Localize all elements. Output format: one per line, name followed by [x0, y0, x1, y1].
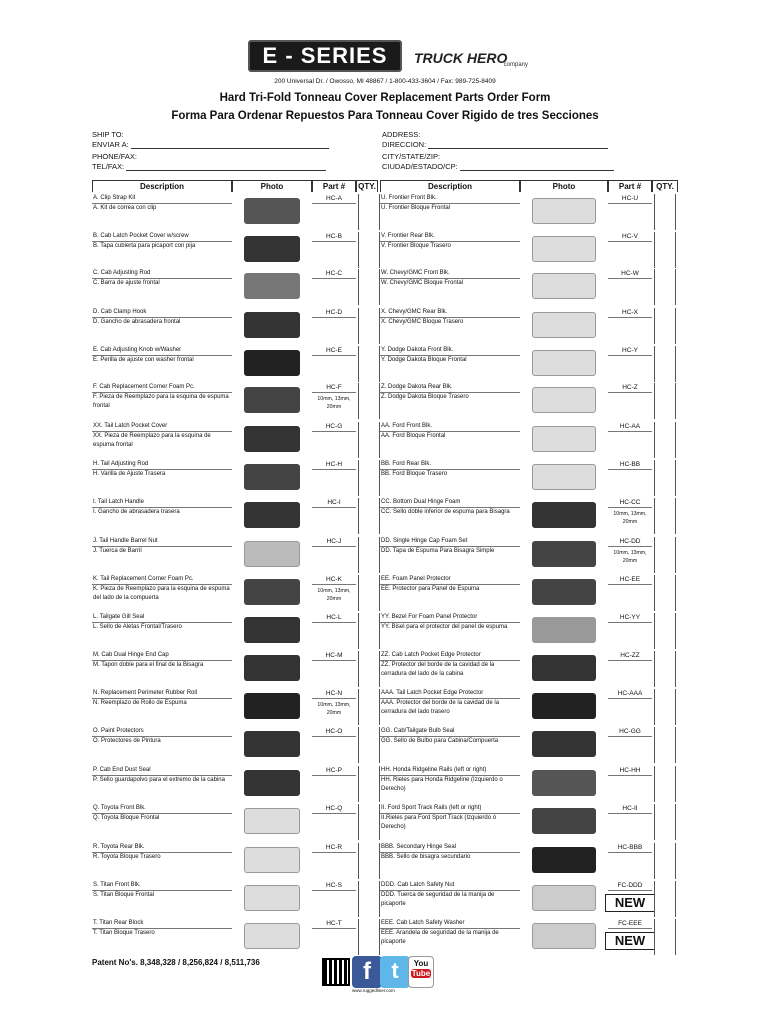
- part-description: [92, 727, 232, 765]
- part-name-es: EEE. Arandela de seguridad de la manija de picaporte: [381, 930, 499, 945]
- qty-input[interactable]: [654, 383, 676, 419]
- phone-label: PHONE/FAX:: [92, 152, 138, 161]
- part-name-en: II. Ford Sport Track Rails (left or right): [380, 804, 520, 814]
- part-number: HC-R: [312, 843, 356, 853]
- youtube-you: You: [413, 959, 429, 968]
- part-name-es: N. Reemplazo de Rollo de Espuma: [93, 700, 187, 706]
- patent-numbers: Patent No's. 8,348,328 / 8,256,824 / 8,511,736: [92, 958, 260, 967]
- part-description: [380, 575, 520, 613]
- qty-input[interactable]: [358, 232, 380, 268]
- part-photo: [532, 198, 596, 224]
- part-photo: [244, 693, 300, 719]
- part-name-en: ZZ. Cab Latch Pocket Edge Protector: [380, 651, 520, 661]
- col-part-left: Part #: [312, 180, 356, 192]
- truck-hero-logo: [414, 50, 534, 72]
- qty-input[interactable]: [654, 308, 676, 344]
- part-name-en: DDD. Cab Latch Safety Nut: [380, 881, 520, 891]
- col-description-left: Description: [92, 180, 232, 192]
- part-number: HC-II: [608, 804, 652, 814]
- part-number: HC-D: [312, 308, 356, 318]
- qty-input[interactable]: [358, 843, 380, 879]
- part-name-en: C. Cab Adjusting Rod: [92, 269, 232, 279]
- qty-input[interactable]: [654, 460, 676, 496]
- part-name-en: I. Tail Latch Handle: [92, 498, 232, 508]
- part-photo: [244, 387, 300, 413]
- part-number: HC-B: [312, 232, 356, 242]
- new-badge: NEW: [605, 894, 655, 912]
- qty-input[interactable]: [654, 919, 676, 955]
- part-name-es: T. Titan Bloque Trasero: [93, 930, 155, 936]
- part-photo: [532, 617, 596, 643]
- address-label: ADDRESS:: [382, 130, 421, 139]
- part-number: HC-G: [312, 422, 356, 432]
- part-photo: [532, 923, 596, 949]
- part-name-en: EE. Foam Panel Protector: [380, 575, 520, 585]
- part-description: [92, 651, 232, 689]
- part-number: HC-W: [608, 269, 652, 279]
- part-name-es: BB. Ford Bloque Trasero: [381, 471, 448, 477]
- qty-input[interactable]: [654, 232, 676, 268]
- part-description: [380, 881, 520, 919]
- part-photo: [532, 236, 596, 262]
- address-block: [382, 130, 614, 171]
- qty-input[interactable]: [654, 689, 676, 725]
- part-photo: [244, 464, 300, 490]
- part-photo: [244, 273, 300, 299]
- part-name-es: R. Toyota Bloque Trasero: [93, 854, 161, 860]
- part-name-es: AAA. Protector del borde de la cavidad de la cerradura del lado trasero: [381, 700, 500, 715]
- part-name-en: D. Cab Clamp Hook: [92, 308, 232, 318]
- part-number: HC-E: [312, 346, 356, 356]
- qty-input[interactable]: [358, 194, 380, 230]
- part-name-es: H. Varilla de Ajuste Trasera: [93, 471, 166, 477]
- part-size-options: 10mm, 13mm, 20mm: [317, 396, 351, 410]
- part-description: [380, 727, 520, 765]
- part-name-es: X. Chevy/GMC Bloque Trasero: [381, 319, 464, 325]
- part-name-en: H. Tail Adjusting Rod: [92, 460, 232, 470]
- col-part-right: Part #: [608, 180, 652, 192]
- part-number: HC-S: [312, 881, 356, 891]
- col-photo-left: Photo: [232, 180, 312, 192]
- part-description: [380, 651, 520, 689]
- part-name-es: BBB. Sello de bisagra secundario: [381, 854, 471, 860]
- part-name-en: Z. Dodge Dakota Rear Blk.: [380, 383, 520, 393]
- qty-input[interactable]: [358, 575, 380, 611]
- part-photo: [244, 350, 300, 376]
- part-description: [380, 919, 520, 957]
- website[interactable]: www.ruggedliner.com: [352, 988, 395, 993]
- qty-input[interactable]: [654, 194, 676, 230]
- part-name-en: HH. Honda Ridgeline Rails (left or right): [380, 766, 520, 776]
- part-number: HC-Z: [608, 383, 652, 393]
- part-name-en: N. Replacement Perimeter Rubber Roll: [92, 689, 232, 699]
- part-description: [92, 919, 232, 957]
- city-label: CITY/STATE/ZIP:: [382, 152, 441, 161]
- part-photo: [244, 770, 300, 796]
- part-description: [92, 881, 232, 919]
- part-description: [380, 843, 520, 881]
- part-size-options: 10mm, 13mm, 20mm: [613, 550, 647, 564]
- part-number: HC-HH: [608, 766, 652, 776]
- qr-code: [322, 958, 350, 986]
- qty-input[interactable]: [358, 308, 380, 344]
- youtube-tube: Tube: [411, 969, 431, 978]
- qty-input[interactable]: [654, 613, 676, 649]
- qty-input[interactable]: [654, 804, 676, 840]
- qty-input[interactable]: [358, 804, 380, 840]
- company-address: 200 Universal Dr. / Owosso, MI 48867 / 1-800-433-3604 / Fax: 989-725-8409: [274, 78, 496, 85]
- part-name-en: T. Titan Rear Block: [92, 919, 232, 929]
- part-name-es: W. Chevy/GMC Bloque Frontal: [381, 280, 464, 286]
- part-description: [92, 689, 232, 727]
- col-photo-right: Photo: [520, 180, 608, 192]
- part-name-es: AA. Ford Bloque Frontal: [381, 433, 446, 439]
- part-name-en: Q. Toyota Front Blk.: [92, 804, 232, 814]
- qty-input[interactable]: [358, 422, 380, 458]
- part-description: [380, 460, 520, 498]
- part-number: HC-H: [312, 460, 356, 470]
- part-description: [380, 383, 520, 421]
- part-size-options: 10mm, 13mm, 20mm: [613, 511, 647, 525]
- part-name-en: S. Titan Front Blk.: [92, 881, 232, 891]
- part-description: [92, 232, 232, 270]
- part-photo: [532, 387, 596, 413]
- part-number: HC-M: [312, 651, 356, 661]
- part-photo: [532, 502, 596, 528]
- part-description: [380, 308, 520, 346]
- col-qty-right: QTY.: [652, 180, 678, 192]
- part-photo: [244, 731, 300, 757]
- part-number: HC-T: [312, 919, 356, 929]
- part-number: HC-X: [608, 308, 652, 318]
- part-name-es: HH. Rieles para Honda Ridgeline (Izquierdo o Derecho): [381, 777, 503, 792]
- part-number: HC-Y: [608, 346, 652, 356]
- part-name-en: P. Cab End Dust Seal: [92, 766, 232, 776]
- part-photo: [532, 579, 596, 605]
- part-name-es: C. Barra de ajuste frontal: [93, 280, 160, 286]
- part-description: [380, 537, 520, 575]
- ship-to-field[interactable]: [131, 140, 329, 149]
- part-description: [92, 346, 232, 384]
- part-photo: [244, 541, 300, 567]
- part-name-es: U. Frontier Bloque Frontal: [381, 205, 451, 211]
- col-qty-left: QTY.: [356, 180, 378, 192]
- part-photo: [244, 847, 300, 873]
- qty-input[interactable]: [358, 460, 380, 496]
- part-name-es: I. Gancho de abrasadera trasera: [93, 509, 180, 515]
- qty-input[interactable]: [358, 881, 380, 917]
- part-number: HC-EE: [608, 575, 652, 585]
- ciudad-label: CIUDAD/ESTADO/CP:: [382, 161, 458, 171]
- part-name-es: Y. Dodge Dakota Bloque Frontal: [381, 357, 467, 363]
- part-description: [92, 460, 232, 498]
- part-photo: [532, 426, 596, 452]
- part-name-en: GG. Cab/Tailgate Bulb Seal: [380, 727, 520, 737]
- part-name-en: J. Tail Handle Barrel Nut: [92, 537, 232, 547]
- qty-input[interactable]: [654, 498, 676, 534]
- part-name-en: O. Paint Protectors: [92, 727, 232, 737]
- part-number: HC-N: [312, 689, 356, 699]
- part-name-es: F. Pieza de Reemplazo para la esquina de espuma frontal: [93, 394, 229, 409]
- part-description: [380, 194, 520, 232]
- part-photo: [532, 847, 596, 873]
- part-name-en: AA. Ford Front Blk.: [380, 422, 520, 432]
- part-number: HC-K: [312, 575, 356, 585]
- qty-input[interactable]: [654, 651, 676, 687]
- part-number: HC-I: [312, 498, 356, 508]
- part-name-es: M. Tapon doble para el final de la Bisagra: [93, 662, 204, 668]
- part-photo: [532, 808, 596, 834]
- twitter-icon[interactable]: t: [380, 956, 410, 988]
- part-name-en: E. Cab Adjusting Knob w/Washer: [92, 346, 232, 356]
- qty-input[interactable]: [358, 498, 380, 534]
- part-description: [92, 804, 232, 842]
- address-field[interactable]: [428, 140, 608, 149]
- qty-input[interactable]: [358, 919, 380, 955]
- part-name-en: XX. Tail Latch Pocket Cover: [92, 422, 232, 432]
- qty-input[interactable]: [358, 689, 380, 725]
- part-name-es: O. Protectores de Pintura: [93, 738, 161, 744]
- part-photo: [244, 885, 300, 911]
- part-description: [92, 766, 232, 804]
- qty-input[interactable]: [654, 881, 676, 917]
- part-name-es: CC. Sello doble inferior de espuma para Bisagra: [381, 509, 510, 515]
- part-number: HC-CC: [608, 498, 652, 508]
- ship-to-block: [92, 130, 329, 171]
- part-photo: [244, 426, 300, 452]
- part-name-en: K. Tail Replacement Corner Foam Pc.: [92, 575, 232, 585]
- part-number: HC-BB: [608, 460, 652, 470]
- part-name-en: A. Clip Strap Kit: [92, 194, 232, 204]
- city-field[interactable]: [460, 162, 614, 171]
- qty-input[interactable]: [654, 575, 676, 611]
- part-description: [380, 766, 520, 804]
- direccion-label: DIRECCION:: [382, 139, 427, 149]
- part-description: [92, 194, 232, 232]
- part-name-es: J. Tuerca de Barril: [93, 548, 142, 554]
- part-number: HC-A: [312, 194, 356, 204]
- part-photo: [244, 579, 300, 605]
- part-description: [380, 498, 520, 536]
- part-name-es: Z. Dodge Dakota Bloque Trasero: [381, 394, 469, 400]
- part-photo: [532, 655, 596, 681]
- part-photo: [244, 312, 300, 338]
- part-name-en: B. Cab Latch Pocket Cover w/screw: [92, 232, 232, 242]
- part-photo: [532, 770, 596, 796]
- part-name-en: M. Cab Dual Hinge End Cap: [92, 651, 232, 661]
- part-photo: [532, 312, 596, 338]
- part-photo: [532, 273, 596, 299]
- qty-input[interactable]: [358, 383, 380, 419]
- part-number: HC-AA: [608, 422, 652, 432]
- part-photo: [244, 236, 300, 262]
- qty-input[interactable]: [358, 346, 380, 382]
- part-photo: [532, 350, 596, 376]
- part-number: HC-F: [312, 383, 356, 393]
- part-name-en: YY. Bezel For Foam Panel Protector: [380, 613, 520, 623]
- part-name-es: Q. Toyota Bloque Frontal: [93, 815, 160, 821]
- part-name-en: EEE. Cab Latch Safety Washer: [380, 919, 520, 929]
- part-name-es: V. Frontier Bloque Trasero: [381, 243, 451, 249]
- truck-hero-text: TRUCK HERO: [414, 50, 508, 66]
- part-number: HC-GG: [608, 727, 652, 737]
- part-description: [380, 422, 520, 460]
- part-description: [92, 308, 232, 346]
- facebook-icon[interactable]: f: [352, 956, 382, 988]
- part-name-es: ZZ. Protector del borde de la cavidad de la cerradura del lado de la cabina: [381, 662, 495, 677]
- part-name-en: F. Cab Replacement Corner Foam Pc.: [92, 383, 232, 393]
- part-photo: [244, 502, 300, 528]
- part-name-en: R. Toyota Rear Blk.: [92, 843, 232, 853]
- part-name-es: D. Gancho de abrasadera frontal: [93, 319, 181, 325]
- part-photo: [244, 808, 300, 834]
- part-name-es: A. Kit de correa con clip: [93, 205, 157, 211]
- part-photo: [532, 693, 596, 719]
- part-size-options: 10mm, 13mm, 20mm: [317, 588, 351, 602]
- qty-input[interactable]: [358, 613, 380, 649]
- part-photo: [532, 541, 596, 567]
- part-description: [380, 804, 520, 842]
- qty-input[interactable]: [654, 422, 676, 458]
- part-name-es: E. Perilla de ajuste con washer frontal: [93, 357, 194, 363]
- part-photo: [532, 464, 596, 490]
- brand-text: E - SERIES: [262, 43, 388, 68]
- part-name-en: W. Chevy/GMC Front Blk.: [380, 269, 520, 279]
- part-number: HC-Q: [312, 804, 356, 814]
- part-photo: [244, 655, 300, 681]
- qty-input[interactable]: [358, 766, 380, 802]
- part-name-en: L. Tailgate Gill Seal: [92, 613, 232, 623]
- part-description: [92, 422, 232, 460]
- part-name-en: U. Frontier Front Blk.: [380, 194, 520, 204]
- part-description: [380, 232, 520, 270]
- part-photo: [244, 923, 300, 949]
- qty-input[interactable]: [654, 727, 676, 763]
- qty-input[interactable]: [358, 269, 380, 305]
- qty-input[interactable]: [654, 766, 676, 802]
- part-number: HC-BBB: [608, 843, 652, 853]
- part-name-en: X. Chevy/GMC Rear Blk.: [380, 308, 520, 318]
- part-name-es: XX. Pieza de Reemplazo para la esquina de espuma frontal: [93, 433, 211, 448]
- part-name-en: DD. Single Hinge Cap Foam Set: [380, 537, 520, 547]
- part-photo: [244, 198, 300, 224]
- part-description: [92, 575, 232, 613]
- part-name-en: BBB. Secondary Hinge Seal: [380, 843, 520, 853]
- part-name-es: YY. Bisel para el protector del panel de espuma: [381, 624, 508, 630]
- part-number: HC-ZZ: [608, 651, 652, 661]
- part-name-es: P. Sello guardapolvo para el extremo de la cabina: [93, 777, 225, 783]
- part-name-es: II.Rieles para Ford Sport Track (Izquierdo ó Derecho): [381, 815, 497, 830]
- qty-input[interactable]: [654, 269, 676, 305]
- new-badge: NEW: [605, 932, 655, 950]
- tel-label: TEL/FAX:: [92, 161, 125, 171]
- youtube-icon[interactable]: [408, 956, 434, 988]
- part-name-en: BB. Ford Rear Blk.: [380, 460, 520, 470]
- part-name-en: AAA. Tail Latch Pocket Edge Protector: [380, 689, 520, 699]
- part-number: HC-V: [608, 232, 652, 242]
- qty-input[interactable]: [358, 537, 380, 573]
- part-description: [380, 346, 520, 384]
- part-number: FC-EEE: [608, 919, 652, 929]
- part-name-es: EE. Protector para Panel de Espuma: [381, 586, 480, 592]
- part-number: HC-O: [312, 727, 356, 737]
- qty-input[interactable]: [358, 651, 380, 687]
- part-description: [92, 383, 232, 421]
- part-name-es: K. Pieza de Reemplazo para la esquina de espuma del lado de la compuerta: [93, 586, 230, 601]
- part-description: [380, 689, 520, 727]
- part-name-es: DD. Tapa de Espuma Para Bisagra Simple: [381, 548, 495, 554]
- page-title: Hard Tri-Fold Tonneau Cover Replacement Parts Order Form: [219, 92, 551, 104]
- part-description: [92, 498, 232, 536]
- part-number: HC-C: [312, 269, 356, 279]
- phone-field[interactable]: [126, 162, 326, 171]
- part-number: HC-P: [312, 766, 356, 776]
- part-name-es: DDD. Tuerca de seguridad de la manija de picaporte: [381, 892, 495, 907]
- part-number: HC-J: [312, 537, 356, 547]
- truck-hero-sub: company: [503, 62, 528, 68]
- col-description-right: Description: [380, 180, 520, 192]
- part-name-en: Y. Dodge Dakota Front Blk.: [380, 346, 520, 356]
- part-description: [380, 613, 520, 651]
- part-photo: [532, 731, 596, 757]
- qty-input[interactable]: [358, 727, 380, 763]
- part-description: [92, 537, 232, 575]
- part-photo: [532, 885, 596, 911]
- part-name-en: CC. Bottom Dual Hinge Foam: [380, 498, 520, 508]
- ship-to-label: SHIP TO:: [92, 130, 124, 139]
- part-description: [92, 613, 232, 651]
- e-series-logo: [248, 40, 402, 72]
- part-number: HC-AAA: [608, 689, 652, 699]
- qty-input[interactable]: [654, 843, 676, 879]
- part-photo: [244, 617, 300, 643]
- qty-input[interactable]: [654, 346, 676, 382]
- part-number: HC-YY: [608, 613, 652, 623]
- part-number: FC-DDD: [608, 881, 652, 891]
- part-name-es: GG. Sello de Bulbo para Cabina/Compuerta: [381, 738, 499, 744]
- part-description: [92, 269, 232, 307]
- part-description: [92, 843, 232, 881]
- part-name-es: B. Tapa cubierta para picaport con pija: [93, 243, 196, 249]
- part-description: [380, 269, 520, 307]
- part-size-options: 10mm, 13mm, 20mm: [317, 702, 351, 716]
- part-number: HC-DD: [608, 537, 652, 547]
- part-name-es: S. Titan Bloque Frontal: [93, 892, 155, 898]
- part-number: HC-L: [312, 613, 356, 623]
- part-name-en: V. Frontier Rear Blk.: [380, 232, 520, 242]
- enviar-label: ENVIAR A:: [92, 139, 129, 149]
- qty-input[interactable]: [654, 537, 676, 573]
- page-title-es: Forma Para Ordenar Repuestos Para Tonneau Cover Rigido de tres Secciones: [171, 110, 599, 122]
- part-number: HC-U: [608, 194, 652, 204]
- part-name-es: L. Sello de Aletas Frontal/Trasero: [93, 624, 182, 630]
